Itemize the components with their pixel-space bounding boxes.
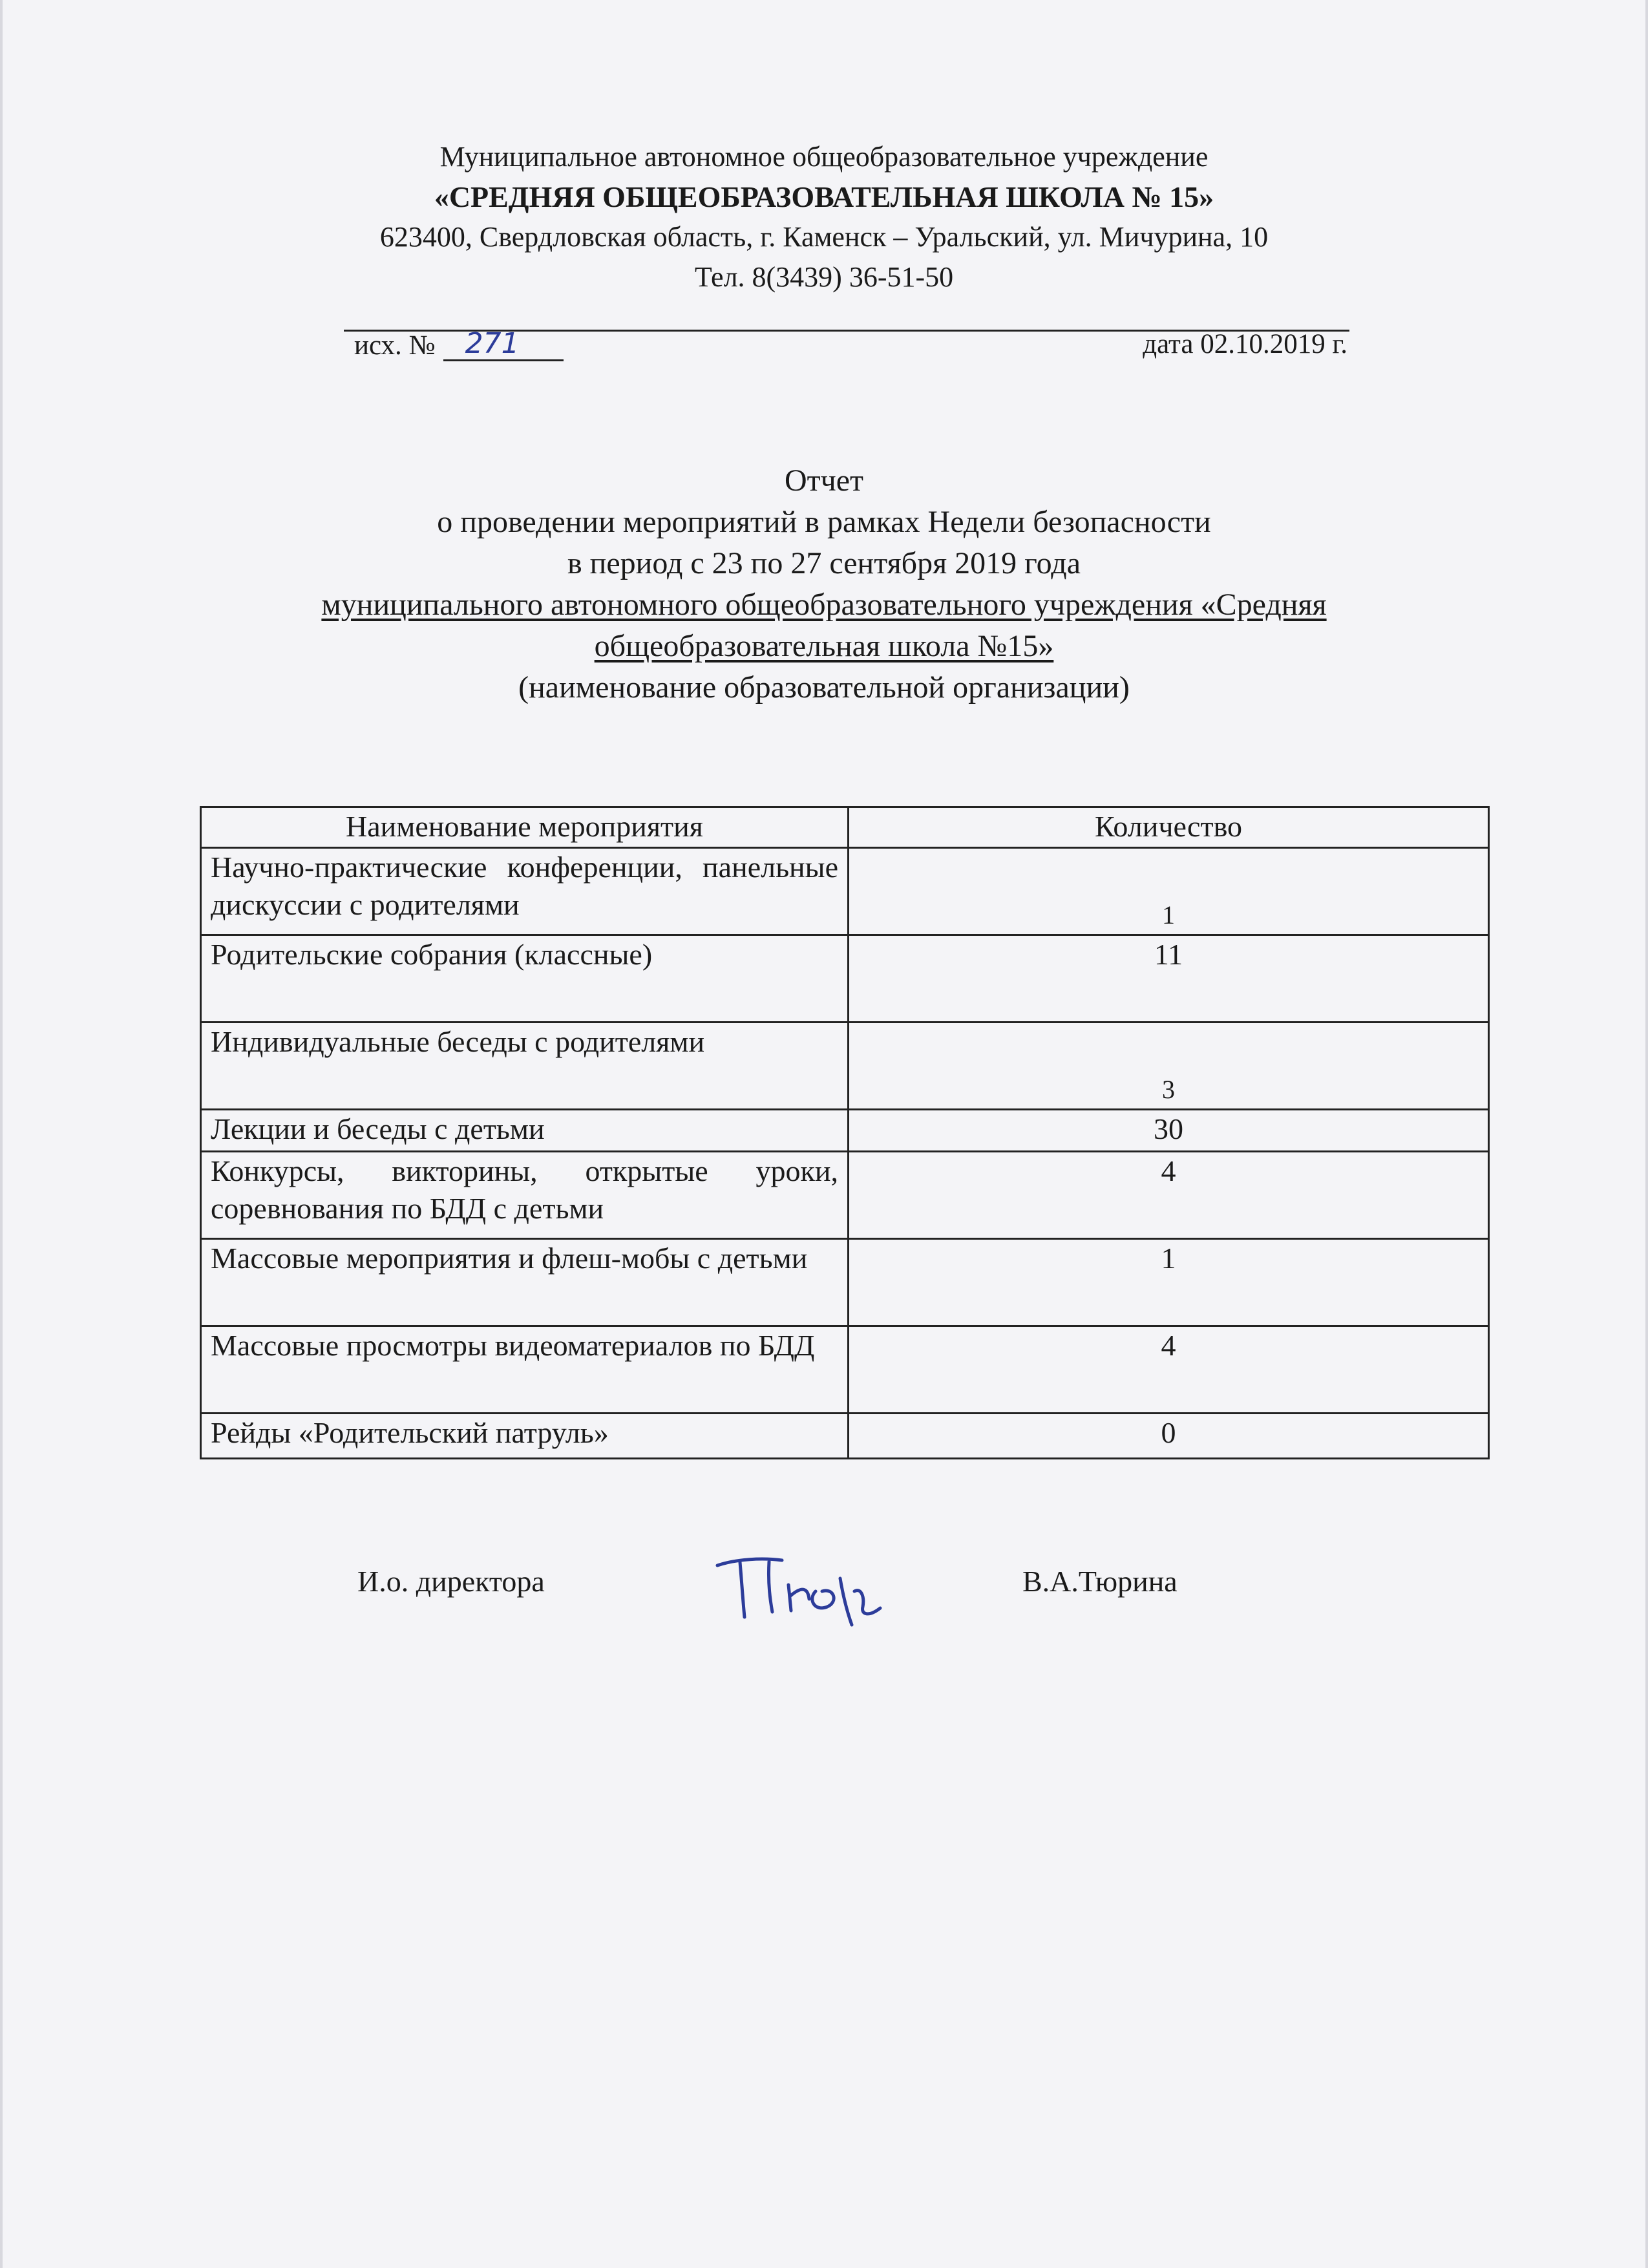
table-row [201,1152,1489,1239]
event-name: Массовые мероприятия и флеш-мобы с детьми [201,1239,849,1326]
scan-edge-right [1645,0,1648,2268]
signatory-position: И.о. директора [357,1565,545,1598]
event-name: Рейды «Родительский патруль» [201,1414,849,1459]
address: 623400, Свердловская область, г. Каменск – Уральский, ул. Мичурина, 10 [379,221,1269,253]
organization-line-1: муниципального автономного общеобразовательного учреждения «Средняя [321,588,1327,622]
table-header-row [201,807,1489,848]
letterhead [0,137,1648,297]
table-row [201,1023,1489,1110]
event-name: Лекции и беседы с детьми [201,1110,849,1152]
event-name: Родительские собрания (классные) [201,935,849,1023]
school-name: «СРЕДНЯЯ ОБЩЕОБРАЗОВАТЕЛЬНАЯ ШКОЛА № 15» [434,180,1214,213]
org-type: Муниципальное автономное общеобразовательное учреждение [439,141,1209,173]
title-line-1: Отчет [784,463,864,498]
outgoing-number-handwritten: 271 [465,327,520,360]
event-name: Конкурсы, викторины, открытые уроки, соревнования по БДД с детьми [201,1152,849,1239]
event-quantity: 0 [849,1414,1489,1459]
organization-line-2: общеобразовательная школа №15» [594,629,1054,663]
event-quantity: 1 [849,848,1489,935]
column-header-event: Наименование мероприятия [201,807,849,848]
organization-caption: (наименование образовательной организации) [518,670,1130,705]
event-quantity: 4 [849,1152,1489,1239]
event-quantity: 30 [849,1110,1489,1152]
document-date: дата 02.10.2019 г. [1143,329,1347,359]
event-quantity: 3 [849,1023,1489,1110]
table-row [201,848,1489,935]
outgoing-number-label: исх. № [354,330,436,361]
event-quantity: 1 [849,1239,1489,1326]
table-row [201,1110,1489,1152]
signatory-name: В.А.Тюрина [1022,1565,1178,1598]
event-quantity: 11 [849,935,1489,1023]
outgoing-number [354,328,564,361]
event-name: Массовые просмотры видеоматериалов по БДД [201,1326,849,1414]
phone: Тел. 8(3439) 36-51-50 [694,261,954,293]
signature-block [0,1553,1648,1624]
outgoing-number-field [443,328,564,361]
column-header-quantity: Количество [849,807,1489,848]
event-name: Научно-практические конференции, панельные дискуссии с родителями [201,848,849,935]
handwritten-signature [711,1540,905,1637]
table-row [201,935,1489,1023]
event-name: Индивидуальные беседы с родителями [201,1023,849,1110]
event-quantity: 4 [849,1326,1489,1414]
title-line-2: о проведении мероприятий в рамках Недели безопасности [437,505,1211,539]
title-line-3: в период с 23 по 27 сентября 2019 года [567,546,1081,580]
table-row [201,1414,1489,1459]
table-row [201,1326,1489,1414]
events-table [200,806,1490,1459]
report-title [0,460,1648,708]
table-row [201,1239,1489,1326]
scan-edge-left [0,0,3,2268]
